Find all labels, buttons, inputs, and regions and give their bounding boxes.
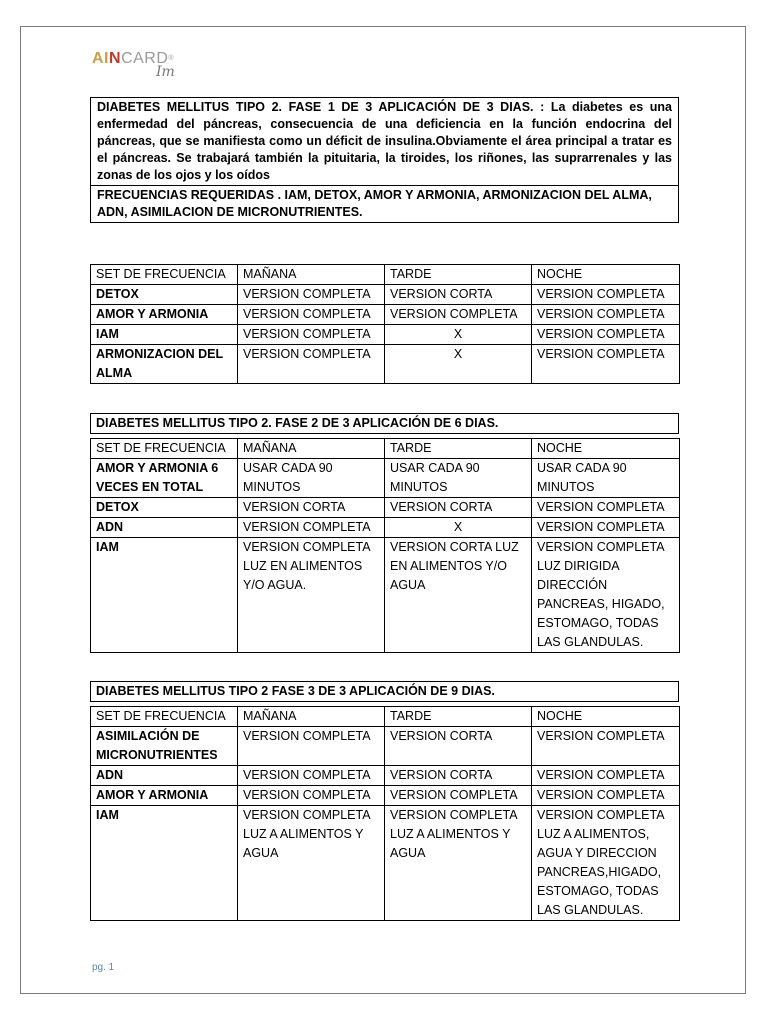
page-number: pg. 1 — [92, 962, 115, 973]
table-cell: VERSION COMPLETA — [532, 786, 680, 806]
phase3-table — [90, 706, 680, 921]
table-cell: VERSION CORTA — [238, 498, 385, 518]
table-cell: VERSION COMPLETA LUZ A ALIMENTOS Y AGUA — [385, 806, 532, 921]
intro-frecuencias: FRECUENCIAS REQUERIDAS . IAM, DETOX, AMOR Y ARMONIA, ARMONIZACION DEL ALMA, ADN, ASIMILACION DE MICRONUTRIENTES. — [91, 185, 678, 222]
table-cell: VERSION COMPLETA — [532, 325, 680, 345]
table-cell: VERSION COMPLETA — [532, 727, 680, 766]
set-cell: DETOX — [91, 498, 238, 518]
set-cell: DETOX — [91, 285, 238, 305]
table-cell: VERSION COMPLETA — [532, 518, 680, 538]
phase3-title-table — [90, 681, 679, 702]
logo-in: N — [109, 50, 122, 67]
table-header-row — [91, 707, 680, 727]
table-row — [91, 345, 680, 384]
header-cell: SET DE FRECUENCIA — [91, 265, 238, 285]
table-cell: VERSION COMPLETA — [238, 727, 385, 766]
set-cell: ASIMILACIÓN DE MICRONUTRIENTES — [91, 727, 238, 766]
logo-signature: Im — [156, 64, 175, 80]
table-cell: VERSION COMPLETA — [238, 285, 385, 305]
set-cell: IAM — [91, 806, 238, 921]
table-cell: VERSION COMPLETA LUZ DIRIGIDA DIRECCIÓN PANCREAS, HIGADO, ESTOMAGO, TODAS LAS GLANDULAS. — [532, 538, 680, 653]
header-cell: NOCHE — [532, 439, 680, 459]
table-cell: X — [385, 345, 532, 384]
table-cell: VERSION COMPLETA — [532, 305, 680, 325]
table-row — [91, 518, 680, 538]
set-cell: IAM — [91, 538, 238, 653]
intro-box — [90, 97, 679, 223]
table-cell: X — [385, 325, 532, 345]
table-cell: VERSION COMPLETA — [385, 305, 532, 325]
table-cell: VERSION COMPLETA — [532, 345, 680, 384]
table-cell: X — [385, 518, 532, 538]
phase2-table — [90, 438, 680, 653]
set-cell: AMOR Y ARMONIA 6 VECES EN TOTAL — [91, 459, 238, 498]
set-cell: IAM — [91, 325, 238, 345]
header-cell: TARDE — [385, 439, 532, 459]
phase2-title: DIABETES MELLITUS TIPO 2. FASE 2 DE 3 APLICACIÓN DE 6 DIAS. — [91, 414, 679, 434]
table-row — [91, 305, 680, 325]
table-row — [91, 727, 680, 766]
header-cell: TARDE — [385, 707, 532, 727]
table-cell: VERSION CORTA — [385, 498, 532, 518]
table-cell: VERSION COMPLETA — [238, 518, 385, 538]
table-row — [91, 498, 680, 518]
set-cell: AMOR Y ARMONIA — [91, 305, 238, 325]
table-row — [91, 325, 680, 345]
header-cell: SET DE FRECUENCIA — [91, 439, 238, 459]
intro-description: DIABETES MELLITUS TIPO 2. FASE 1 DE 3 APLICACIÓN DE 3 DIAS. : La diabetes es una enfermedad del páncreas, consecuencia de una deficiencia en la función endocrina del páncreas, que se manifiesta como un déficit de insulina.Obviamente el área principal a tratar es el páncreas. Se trabajará también la pituitaria, la tiroides, los riñones, las suprarrenales y las zonas de los ojos y los oídos — [97, 100, 672, 182]
table-cell: VERSION COMPLETA — [238, 325, 385, 345]
table-cell: VERSION COMPLETA — [238, 766, 385, 786]
set-cell: ARMONIZACION DEL ALMA — [91, 345, 238, 384]
table-cell: VERSION COMPLETA — [238, 345, 385, 384]
table-header-row — [91, 439, 680, 459]
table-row — [91, 786, 680, 806]
table-cell: VERSION CORTA — [385, 285, 532, 305]
table-cell: VERSION COMPLETA — [238, 305, 385, 325]
table-cell: VERSION COMPLETA — [238, 786, 385, 806]
table-cell: VERSION COMPLETA — [532, 766, 680, 786]
table-cell: VERSION COMPLETA LUZ A ALIMENTOS Y AGUA — [238, 806, 385, 921]
table-row — [91, 285, 680, 305]
set-cell: ADN — [91, 518, 238, 538]
header-cell: MAÑANA — [238, 439, 385, 459]
table-cell: VERSION COMPLETA — [532, 285, 680, 305]
table-row — [91, 806, 680, 921]
table-cell: VERSION CORTA LUZ EN ALIMENTOS Y/O AGUA — [385, 538, 532, 653]
table-cell: VERSION CORTA — [385, 727, 532, 766]
phase1-table — [90, 264, 680, 384]
table-cell: VERSION CORTA — [385, 766, 532, 786]
header-cell: MAÑANA — [238, 707, 385, 727]
table-cell: USAR CADA 90 MINUTOS — [385, 459, 532, 498]
table-cell: USAR CADA 90 MINUTOS — [238, 459, 385, 498]
table-cell: VERSION COMPLETA LUZ EN ALIMENTOS Y/O AGUA. — [238, 538, 385, 653]
phase2-title-table — [90, 413, 679, 434]
table-row — [91, 538, 680, 653]
table-cell: VERSION COMPLETA — [385, 786, 532, 806]
header-cell: NOCHE — [532, 265, 680, 285]
table-row — [91, 766, 680, 786]
logo-ai: AI — [92, 50, 109, 67]
phase3-title: DIABETES MELLITUS TIPO 2 FASE 3 DE 3 APLICACIÓN DE 9 DIAS. — [91, 682, 679, 702]
table-cell: USAR CADA 90 MINUTOS — [532, 459, 680, 498]
header-cell: MAÑANA — [238, 265, 385, 285]
header-cell: NOCHE — [532, 707, 680, 727]
set-cell: ADN — [91, 766, 238, 786]
table-cell: VERSION COMPLETA — [532, 498, 680, 518]
header-cell: TARDE — [385, 265, 532, 285]
table-row — [91, 459, 680, 498]
header-cell: SET DE FRECUENCIA — [91, 707, 238, 727]
aincard-logo — [92, 50, 174, 84]
logo-registered: ® — [168, 55, 175, 62]
table-cell: VERSION COMPLETA LUZ A ALIMENTOS, AGUA Y DIRECCION PANCREAS,HIGADO, ESTOMAGO, TODAS LAS GLANDULAS. — [532, 806, 680, 921]
logo-card: CARD — [121, 50, 169, 67]
table-header-row — [91, 265, 680, 285]
set-cell: AMOR Y ARMONIA — [91, 786, 238, 806]
